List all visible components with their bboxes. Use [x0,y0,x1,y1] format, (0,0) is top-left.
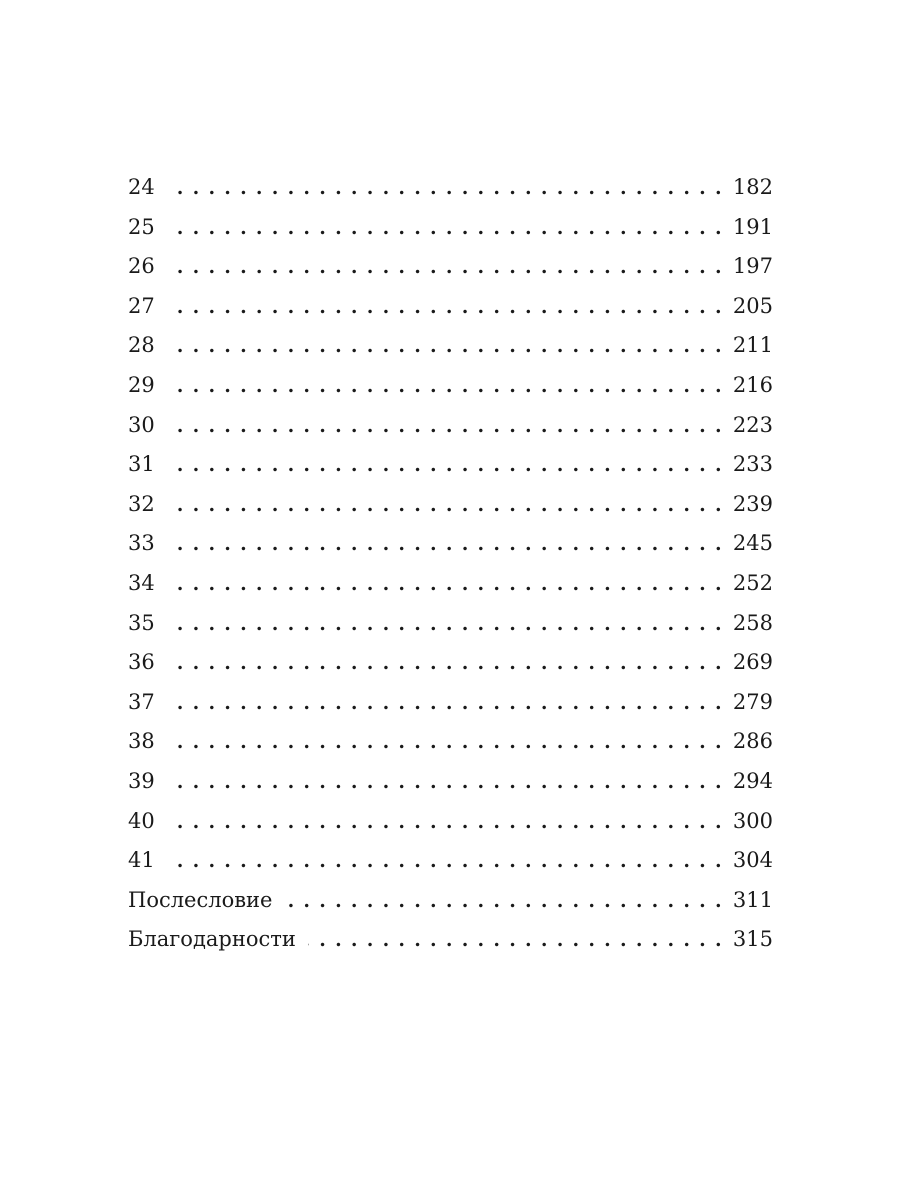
toc-entry-page-number: 269 [732,650,773,675]
toc-entry-page-number: 182 [732,175,773,199]
dot-leader [167,288,723,328]
dot-leader [167,407,723,447]
dot-leader [167,684,723,724]
dot-leader [167,169,723,209]
toc-entry[interactable] [128,445,773,485]
dot-leader [167,367,723,407]
dot-leader [167,842,723,882]
toc-entry[interactable] [128,604,773,644]
toc-entry-page-number: 223 [732,412,773,437]
toc-entry[interactable] [128,722,773,762]
toc-entry-label: 37 [128,689,155,714]
toc-entry-page-number: 286 [732,729,773,754]
toc-entry[interactable] [128,366,773,406]
toc-entry-label: 40 [128,808,155,833]
toc-entry-page-number: 252 [732,570,773,595]
toc-entry-label: 36 [128,650,155,675]
toc-entry[interactable] [128,168,773,208]
dot-leader [284,882,722,922]
toc-entry-label: Благодарности [128,927,296,952]
toc-entry[interactable] [128,841,773,881]
toc-entry[interactable] [128,920,773,960]
toc-entry-page-number: 216 [732,372,773,397]
toc-entry-label: 28 [128,333,155,358]
toc-entry-label: 30 [128,412,155,437]
toc-entry-label: 26 [128,254,155,279]
toc-entry-page-number: 258 [732,610,773,635]
table-of-contents [128,168,773,960]
toc-entry-label: 32 [128,491,155,516]
dot-leader [167,525,723,565]
toc-entry-label: 34 [128,570,155,595]
toc-entry-label: 38 [128,729,155,754]
toc-entry[interactable] [128,881,773,921]
toc-entry[interactable] [128,287,773,327]
toc-entry-page-number: 315 [732,927,773,952]
toc-entry-page-number: 197 [732,254,773,279]
toc-entry[interactable] [128,524,773,564]
toc-entry[interactable] [128,406,773,446]
toc-entry-label: 25 [128,214,155,239]
toc-entry-page-number: 304 [732,848,773,873]
toc-entry[interactable] [128,802,773,842]
toc-entry[interactable] [128,326,773,366]
toc-entry-page-number: 245 [732,531,773,556]
dot-leader [167,565,723,605]
dot-leader [308,921,723,961]
toc-entry-label: Послесловие [128,887,273,912]
toc-entry-label: 24 [128,175,155,199]
toc-entry-page-number: 233 [732,452,773,477]
dot-leader [167,644,723,684]
toc-entry-page-number: 211 [732,333,773,358]
toc-entry-page-number: 191 [732,214,773,239]
dot-leader [167,248,723,288]
toc-entry[interactable] [128,564,773,604]
toc-entry[interactable] [128,208,773,248]
toc-entry-page-number: 311 [732,887,773,912]
toc-entry-label: 39 [128,768,155,793]
toc-entry[interactable] [128,643,773,683]
dot-leader [167,763,723,803]
toc-entry-label: 31 [128,452,155,477]
toc-entry-page-number: 300 [732,808,773,833]
toc-entry-label: 27 [128,293,155,318]
dot-leader [167,605,723,645]
toc-entry-page-number: 205 [732,293,773,318]
dot-leader [167,446,723,486]
dot-leader [167,486,723,526]
dot-leader [167,803,723,843]
dot-leader [167,327,723,367]
toc-entry-label: 29 [128,372,155,397]
toc-entry[interactable] [128,683,773,723]
toc-entry[interactable] [128,485,773,525]
toc-entry[interactable] [128,762,773,802]
toc-entry-page-number: 279 [732,689,773,714]
toc-entry[interactable] [128,247,773,287]
toc-entry-label: 33 [128,531,155,556]
dot-leader [167,209,723,249]
toc-entry-label: 41 [128,848,155,873]
toc-entry-page-number: 294 [732,768,773,793]
dot-leader [167,723,723,763]
toc-entry-label: 35 [128,610,155,635]
toc-entry-page-number: 239 [732,491,773,516]
